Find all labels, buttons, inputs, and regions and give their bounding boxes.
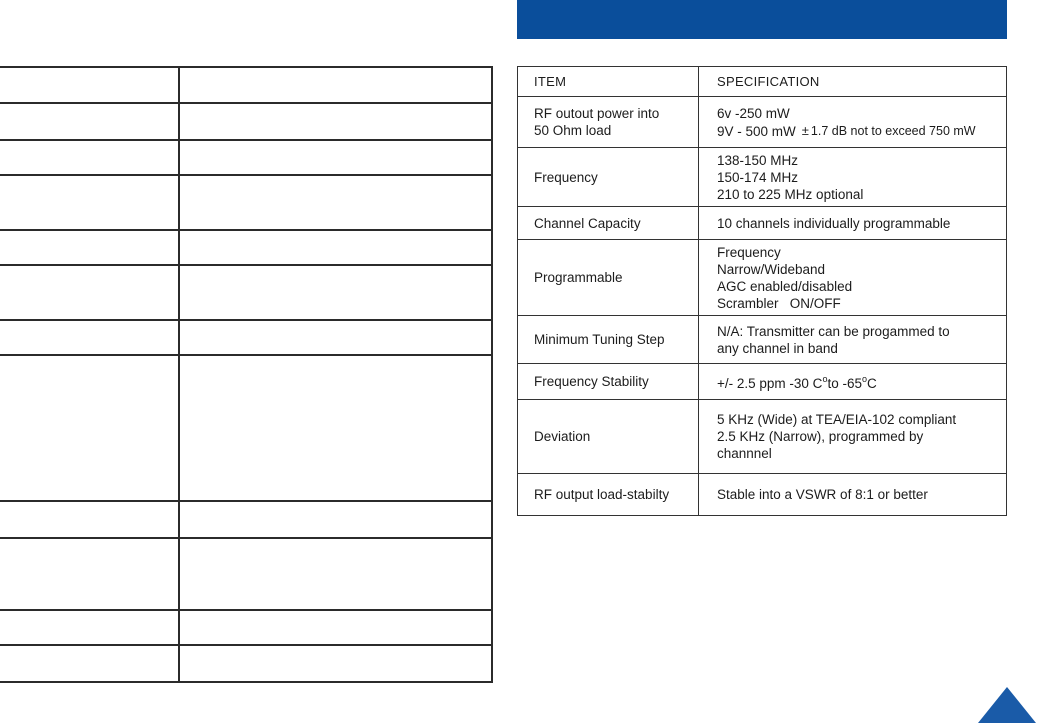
stability-prefix: +/- 2.5 ppm -30 C [717,376,823,391]
grid-row [0,645,492,682]
table-row [518,240,1007,316]
grid-row [0,67,492,103]
grid-cell [179,538,492,610]
grid-row [0,501,492,538]
grid-cell [0,140,179,175]
table-row [518,207,1007,240]
item-cell [518,97,699,148]
grid-row [0,355,492,501]
grid-cell [179,103,492,140]
table-row [518,474,1007,516]
item-line: RF outout power into [534,106,660,121]
table-row [518,400,1007,474]
section-header-bar [517,0,1007,39]
table-row [518,148,1007,207]
spec-line: channnel [717,446,772,461]
item-cell [518,364,699,400]
stability-suffix: C [867,376,877,391]
spec-line: AGC enabled/disabled [717,278,853,294]
spec-cell [699,148,1007,207]
spec-line: 9V - 500 mW [717,123,796,139]
spec-cell [699,474,1007,516]
grid-cell [0,265,179,320]
spec-line: 2.5 KHz (Narrow), programmed by [717,429,924,444]
spec-line: 210 to 225 MHz optional [717,186,864,202]
grid-cell [0,538,179,610]
spec-line: Frequency [717,244,781,260]
grid-cell [0,610,179,645]
item-cell [518,207,699,240]
grid-row [0,175,492,230]
grid-cell [179,67,492,103]
spec-cell [699,207,1007,240]
grid-cell [179,320,492,355]
item-line: RF output load-stabilty [534,487,670,502]
grid-cell [179,355,492,501]
stability-value [717,371,1006,392]
grid-cell [179,175,492,230]
spec-line: Stable into a VSWR of 8:1 or better [717,487,928,502]
item-line: Frequency Stability [534,374,649,389]
grid-cell [0,501,179,538]
grid-row [0,538,492,610]
item-line: Frequency [534,169,598,185]
spec-line-with-note [717,122,1006,140]
grid-cell [179,265,492,320]
grid-cell [0,175,179,230]
table-row [518,316,1007,364]
spec-line: Scrambler ON/OFF [717,295,841,311]
tolerance-note-text: 1.7 dB not to exceed 750 mW [810,123,976,138]
grid-row [0,265,492,320]
grid-cell [0,355,179,501]
specification-table [517,66,1007,516]
grid-row [0,230,492,265]
item-line: Channel Capacity [534,215,641,231]
grid-cell [179,230,492,265]
header-item: ITEM [518,67,699,97]
item-cell [518,400,699,474]
item-cell [518,474,699,516]
item-line: 50 Ohm load [534,123,612,138]
grid-row [0,610,492,645]
degree-symbol: o [822,374,828,384]
tolerance-note [802,122,976,140]
item-line: Deviation [534,429,591,444]
grid-row [0,103,492,140]
spec-cell [699,364,1007,400]
grid-cell [179,501,492,538]
header-specification: SPECIFICATION [699,67,1007,97]
spec-line: 150-174 MHz [717,169,799,185]
item-line: Programmable [534,270,623,285]
grid-cell [0,103,179,140]
grid-cell [0,645,179,682]
grid-cell [0,320,179,355]
corner-triangle-icon [978,687,1036,723]
table-row [518,364,1007,400]
spec-line: 10 channels individually programmable [717,215,951,231]
spec-line: any channel in band [717,340,838,356]
spec-line: 138-150 MHz [717,152,799,168]
blank-spec-grid [0,66,493,683]
spec-cell [699,97,1007,148]
grid-cell [179,645,492,682]
degree-symbol: o [861,374,867,384]
spec-cell [699,316,1007,364]
table-header-row [518,67,1007,97]
spec-line: Narrow/Wideband [717,261,826,277]
grid-cell [179,140,492,175]
table-row [518,97,1007,148]
grid-row [0,140,492,175]
grid-cell [179,610,492,645]
item-cell [518,240,699,316]
grid-cell [0,230,179,265]
grid-cell [0,67,179,103]
grid-row [0,320,492,355]
spec-line: N/A: Transmitter can be progammed to [717,323,950,339]
spec-cell [699,240,1007,316]
spec-line: 5 KHz (Wide) at TEA/EIA-102 compliant [717,412,957,427]
item-cell [518,316,699,364]
spec-line: 6v -250 mW [717,105,790,121]
spec-cell [699,400,1007,474]
stability-mid: to -65 [827,376,862,391]
plus-minus-symbol: ± [801,122,809,138]
item-line: Minimum Tuning Step [534,332,665,347]
item-cell [518,148,699,207]
